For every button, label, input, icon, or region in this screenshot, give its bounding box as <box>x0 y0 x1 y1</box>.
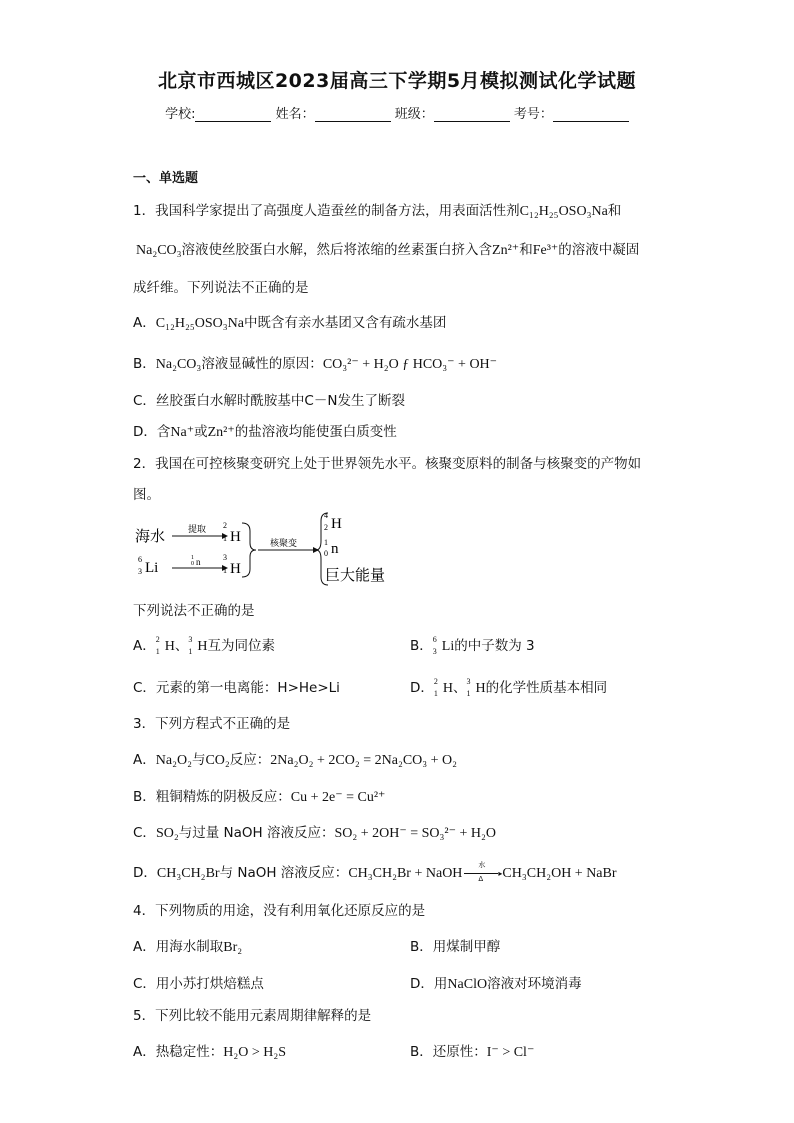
he-z: 2 <box>324 523 328 532</box>
q5-b-text: B．还原性： <box>410 1044 487 1060</box>
arrow-head: ▸ <box>498 869 503 878</box>
q2-option-b[interactable] <box>410 634 535 655</box>
q2-stem-line1: 2．我国在可控核聚变研究上处于世界领先水平。核聚变原料的制备与核聚变的产物如 <box>133 456 642 472</box>
q3-d-text: 与 NaOH 溶液反应： <box>219 865 349 881</box>
n-out-z: 0 <box>324 549 328 558</box>
arrow-condition-top: 水 <box>478 861 486 869</box>
q5-a-formula: H₂O > H₂S <box>223 1045 287 1060</box>
class-label: 班级： <box>394 107 434 122</box>
naclo-formula: NaClO <box>447 977 488 992</box>
h3-mass: 3 <box>223 553 227 562</box>
q1-option-b[interactable] <box>133 352 497 373</box>
q5-option-a[interactable] <box>133 1040 286 1061</box>
q3-c-text: 与过量 NaOH 溶液反应： <box>178 825 335 841</box>
page-title: 北京市西城区2023届高三下学期5月模拟测试化学试题 <box>157 70 637 92</box>
h2-nuclide: 2 1 <box>155 635 160 656</box>
seawater-label: 海水 <box>135 529 166 545</box>
n-label: n <box>196 557 201 567</box>
q3-option-c[interactable] <box>133 821 496 842</box>
h-symbol: H <box>442 681 454 696</box>
li-mass: 6 <box>138 555 142 564</box>
n-out-symbol: n <box>331 541 339 557</box>
option-label: D． <box>133 865 157 881</box>
h3-nuclide: 3 1 <box>188 635 193 656</box>
q1-stem-line3: 成纤维。下列说法不正确的是 <box>133 280 309 296</box>
h-symbol: H <box>475 681 486 696</box>
h2-symbol: H <box>230 529 241 545</box>
sep: 、 <box>453 680 467 696</box>
fusion-diagram <box>130 505 400 595</box>
na2o2-formula: Na₂O₂ <box>155 753 192 768</box>
h3-symbol: H <box>230 561 241 577</box>
q2-d-text: 的化学性质基本相同 <box>485 680 608 696</box>
q2-option-c[interactable]: C．元素的第一电离能：H>He>Li <box>133 680 340 696</box>
sep: 、 <box>174 638 189 654</box>
q1-d-zn-ion: Zn²⁺ <box>207 425 235 440</box>
h-symbol: H <box>197 639 208 654</box>
q3-c-equation: SO₂ + 2OH⁻ = SO₃²⁻ + H₂O <box>334 826 496 841</box>
q4-option-c[interactable]: C．用小苏打烘焙糕点 <box>133 976 264 992</box>
q5-stem: 5．下列比较不能用元素周期律解释的是 <box>133 1008 372 1024</box>
q1-zn-ion: Zn²⁺ <box>492 243 520 258</box>
co2-formula: CO₂ <box>205 753 230 768</box>
q3-a-with: 与 <box>191 752 206 768</box>
arrow-condition-bottom: Δ <box>478 875 484 883</box>
option-label: B． <box>133 356 156 372</box>
q1-d-or: 或 <box>194 424 208 440</box>
q1-b-text: 溶液显碱性的原因： <box>201 356 323 372</box>
option-label: A． <box>133 315 156 331</box>
q4-option-b[interactable]: B．用煤制甲醇 <box>410 939 501 955</box>
id-blank[interactable] <box>553 108 629 122</box>
option-label: D． <box>410 680 434 696</box>
q1-option-a[interactable] <box>133 311 446 332</box>
q3-a-equation: 2Na₂O₂ + 2CO₂ = 2Na₂CO₃ + O₂ <box>270 753 458 768</box>
he-mass: 4 <box>324 511 328 520</box>
reaction-arrow <box>462 861 503 883</box>
class-blank[interactable] <box>434 108 510 122</box>
option-label: A． <box>133 752 156 768</box>
id-label: 考号： <box>513 107 553 122</box>
q1-option-c[interactable]: C．丝胶蛋白水解时酰胺基中C－N发生了断裂 <box>133 393 405 409</box>
q1-stem-end: 的溶液中凝固 <box>558 242 640 258</box>
q5-option-b[interactable] <box>410 1040 534 1061</box>
h2-z: 1 <box>223 534 227 543</box>
q1-stem-text: 1．我国科学家提出了高强度人造蚕丝的制备方法，用表面活性剂 <box>133 203 520 219</box>
q4-a-text: A．用海水制取 <box>133 939 224 955</box>
h2-nuclide: 2 1 <box>433 677 438 698</box>
br2-formula: Br₂ <box>223 940 243 955</box>
q1-d-text2: 的盐溶液均能使蛋白质变性 <box>234 424 397 440</box>
option-label: B． <box>410 638 433 654</box>
n-z: 0 <box>191 561 194 567</box>
q4-d-text: D．用 <box>410 976 448 992</box>
q3-a-text: 反应： <box>229 752 271 768</box>
name-blank[interactable] <box>315 108 391 122</box>
fusion-label: 核聚变 <box>270 538 298 548</box>
q1-stem-line1 <box>133 199 621 220</box>
q1-fe-ion: Fe³⁺ <box>532 243 559 258</box>
arrow-line <box>464 873 498 874</box>
q1-option-d[interactable] <box>133 420 397 441</box>
q1-na2co3-formula: Na₂CO₃ <box>136 243 182 258</box>
school-label: 学校: <box>165 107 196 122</box>
extract-label: 提取 <box>188 524 207 534</box>
q3-b-text: B．粗铜精炼的阴极反应： <box>133 789 291 805</box>
energy-label: 巨大能量 <box>325 568 386 584</box>
q2-b-text: 的中子数为 3 <box>454 638 535 654</box>
q4-stem: 4．下列物质的用途，没有利用氧化还原反应的是 <box>133 903 426 919</box>
q3-option-d[interactable] <box>133 861 617 882</box>
section-heading: 一、单选题 <box>133 171 199 186</box>
q1-stem-and: 和 <box>607 203 622 219</box>
q2-stem-line2: 图。 <box>133 487 160 503</box>
q3-stem: 3．下列方程式不正确的是 <box>133 716 291 732</box>
q1-surfactant-formula: C₁₂H₂₅OSO₃Na <box>519 204 608 219</box>
h3-z: 1 <box>223 566 227 575</box>
school-blank[interactable] <box>195 108 271 122</box>
q3-option-b[interactable] <box>133 785 385 806</box>
h3-nuclide: 3 1 <box>466 677 471 698</box>
li-nuclide: 6 3 <box>432 635 437 656</box>
q3-b-equation: Cu + 2e⁻ = Cu²⁺ <box>290 790 386 805</box>
q3-d-reactants: CH₃CH₂Br + NaOH <box>348 866 463 881</box>
so2-formula: SO₂ <box>155 826 179 841</box>
q1-stem-text2: 溶液使丝胶蛋白水解，然后将浓缩的丝素蛋白挤入含 <box>181 242 493 258</box>
q2-a-text: 互为同位素 <box>207 638 275 654</box>
q1-b-formula: Na₂CO₃ <box>155 357 202 372</box>
q1-stem-line2 <box>136 238 639 259</box>
q4-option-a[interactable] <box>133 935 242 956</box>
q1-d-text: D．含 <box>133 424 171 440</box>
n-mass: 1 <box>191 555 194 561</box>
q5-b-formula: I⁻ > Cl⁻ <box>486 1045 535 1060</box>
q5-a-text: A．热稳定性： <box>133 1044 224 1060</box>
reactant-brace <box>242 523 256 577</box>
q3-option-a[interactable] <box>133 748 457 769</box>
q1-a-formula: C₁₂H₂₅OSO₃Na <box>155 316 244 331</box>
name-label: 姓名： <box>275 107 315 122</box>
q4-option-d[interactable] <box>410 972 582 993</box>
q4-d-text2: 溶液对环境消毒 <box>487 976 582 992</box>
q1-a-text: 中既含有亲水基团又含有疏水基团 <box>243 315 447 331</box>
li-z: 3 <box>138 567 142 576</box>
n-out-mass: 1 <box>324 538 328 547</box>
q2-ask: 下列说法不正确的是 <box>133 603 255 619</box>
option-label: C． <box>133 825 156 841</box>
li-symbol: Li <box>441 639 455 654</box>
he-symbol: H <box>331 516 342 532</box>
q1-and: 和 <box>519 242 533 258</box>
option-label: A． <box>133 638 156 654</box>
q2-option-d[interactable] <box>410 676 607 697</box>
h-symbol: H <box>164 639 175 654</box>
q1-b-equation: CO₃²⁻ + H₂O ƒ HCO₃⁻ + OH⁻ <box>322 357 498 372</box>
li-symbol: Li <box>145 560 159 576</box>
q1-d-na-ion: Na⁺ <box>170 425 195 440</box>
student-info-line <box>0 103 794 122</box>
h2-mass: 2 <box>223 521 227 530</box>
q2-option-a[interactable] <box>133 634 275 655</box>
ethyl-bromide-formula: CH₃CH₂Br <box>156 866 220 881</box>
q3-d-products: CH₃CH₂OH + NaBr <box>502 866 617 881</box>
